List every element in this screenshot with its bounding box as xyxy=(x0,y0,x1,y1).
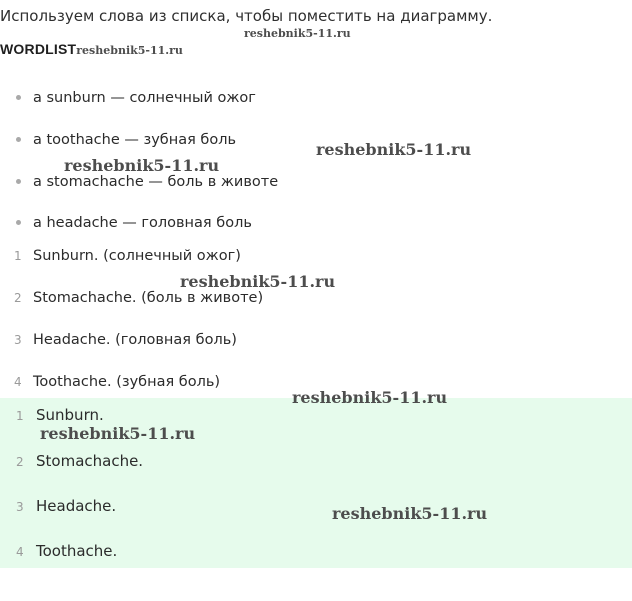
watermark: reshebnik5-11.ru xyxy=(292,388,448,407)
answer-item xyxy=(16,542,117,560)
wordlist-header xyxy=(0,39,183,58)
intro-text: Используем слова из списка, чтобы поместить на диаграмму. xyxy=(0,7,493,25)
answer-item-text: Toothache. xyxy=(36,542,118,560)
wordlist-item xyxy=(16,90,256,106)
item-number: 1 xyxy=(16,409,24,423)
numbered-item xyxy=(14,290,263,306)
item-number: 4 xyxy=(14,375,22,389)
numbered-item-text: Sunburn. (солнечный ожог) xyxy=(33,248,241,264)
numbered-item xyxy=(14,374,220,390)
item-number: 4 xyxy=(16,545,24,559)
answer-item-text: Headache. xyxy=(36,497,117,515)
answer-item-text: Stomachache. xyxy=(36,452,144,470)
bullet-icon xyxy=(16,220,21,225)
watermark: reshebnik5-11.ru xyxy=(180,272,336,291)
watermark: reshebnik5-11.ru xyxy=(76,44,183,57)
wordlist-item-text: a headache — головная боль xyxy=(33,215,252,231)
answer-item xyxy=(16,406,104,424)
watermark: reshebnik5-11.ru xyxy=(332,504,488,523)
wordlist-item-text: a toothache — зубная боль xyxy=(33,132,237,148)
numbered-item-text: Toothache. (зубная боль) xyxy=(33,374,221,390)
watermark: reshebnik5-11.ru xyxy=(244,27,351,40)
numbered-item-text: Stomachache. (боль в животе) xyxy=(33,290,264,306)
numbered-item xyxy=(14,248,241,264)
item-number: 3 xyxy=(14,333,22,347)
item-number: 2 xyxy=(14,291,22,305)
wordlist-item-text: a sunburn — солнечный ожог xyxy=(33,90,256,106)
watermark: reshebnik5-11.ru xyxy=(64,156,220,175)
item-number: 2 xyxy=(16,455,24,469)
answer-item xyxy=(16,452,143,470)
item-number: 1 xyxy=(14,249,22,263)
wordlist-item xyxy=(16,132,236,148)
watermark: reshebnik5-11.ru xyxy=(40,424,196,443)
answer-item xyxy=(16,497,116,515)
answer-item-text: Sunburn. xyxy=(36,406,104,424)
wordlist-item xyxy=(16,174,278,190)
wordlist-item-text: a stomachache — боль в животе xyxy=(33,174,279,190)
bullet-icon xyxy=(16,179,21,184)
watermark: reshebnik5-11.ru xyxy=(316,140,472,159)
wordlist-title: WORDLIST xyxy=(0,41,77,57)
numbered-item-text: Headache. (головная боль) xyxy=(33,332,237,348)
numbered-item xyxy=(14,332,237,348)
item-number: 3 xyxy=(16,500,24,514)
bullet-icon xyxy=(16,137,21,142)
wordlist-item xyxy=(16,215,252,231)
bullet-icon xyxy=(16,95,21,100)
